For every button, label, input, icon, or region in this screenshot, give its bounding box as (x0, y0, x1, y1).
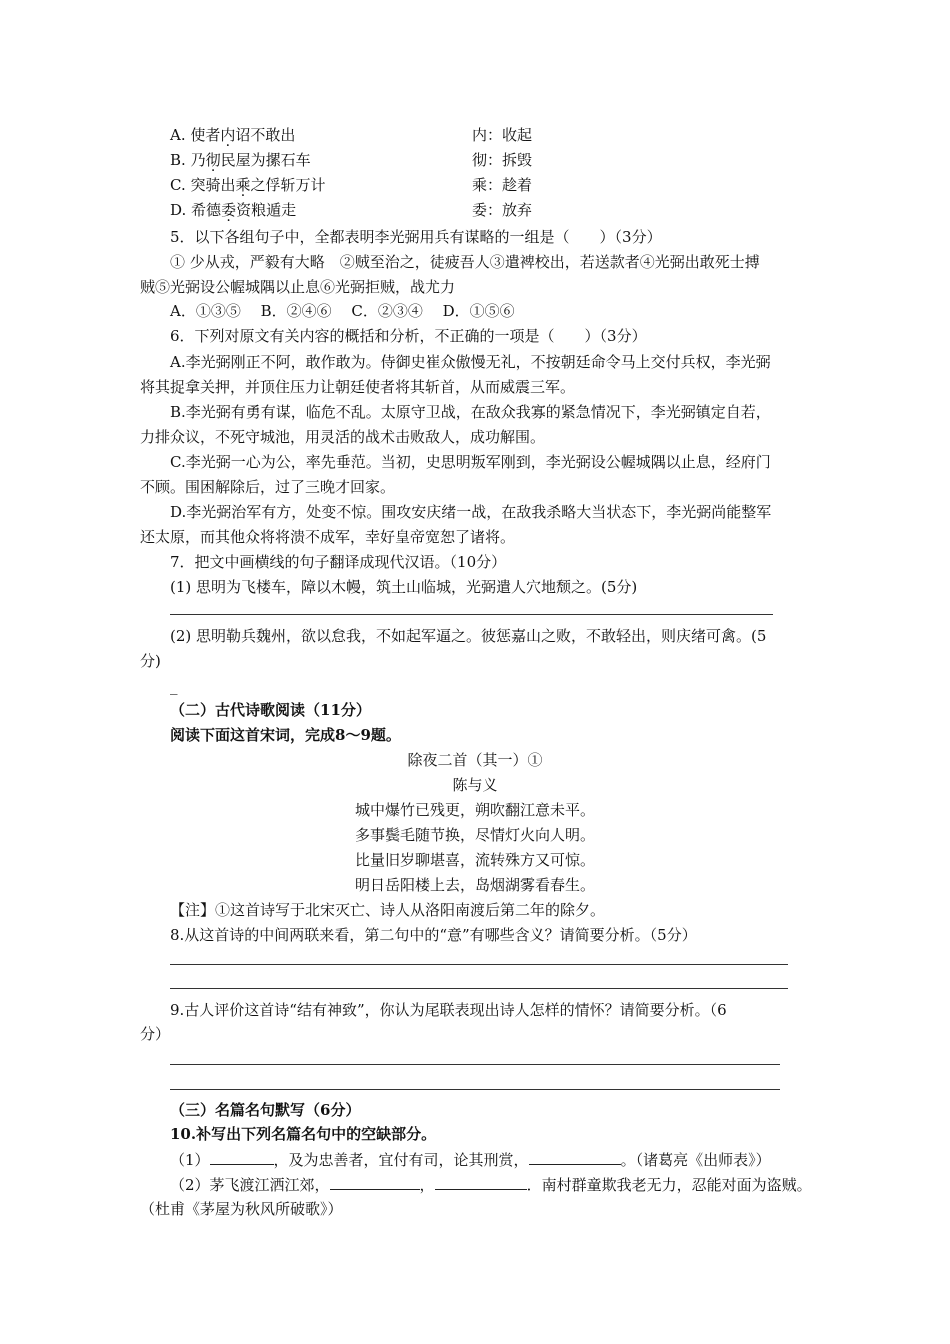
option-a: A. 使者内诏不敢出 (170, 126, 296, 144)
q6-d-line1: D.李光弼治军有方，处变不惊。围攻安庆绪一战，在敌我杀略大当状态下，李光弼尚能整军 (170, 503, 772, 521)
answer-line[interactable] (170, 614, 773, 615)
q7-stem: 7．把文中画横线的句子翻译成现代汉语。（10分） (170, 553, 507, 571)
poem-note: 【注】①这首诗写于北宋灭亡、诗人从洛阳南渡后第二年的除夕。 (170, 901, 606, 919)
q6-b-line1: B.李光弼有勇有谋，临危不乱。太原守卫战，在敌众我寡的紧急情况下，李光弼镇定自若， (170, 403, 771, 421)
section-heading-recitation: （三）名篇名句默写（6分） (170, 1101, 361, 1119)
q9-stem: 9.古人评价这首诗“结有神致”，你认为尾联表现出诗人怎样的情怀？请简要分析。（6 (170, 1001, 727, 1019)
option-d-gloss: 委：放弃 (472, 201, 533, 219)
fill-blank[interactable] (330, 1174, 420, 1190)
q7-sentence-2: (2) 思明勒兵魏州，欲以怠我，不如起军逼之。彼惩嘉山之败，不敢轻出，则庆绪可禽。(5 (170, 627, 767, 645)
poem-line: 城中爆竹已残更，朔吹翻江意未平。 (354, 801, 595, 819)
q9-stem-cont: 分） (140, 1025, 171, 1043)
option-a-gloss: 内：收起 (472, 126, 533, 144)
fill-blank[interactable] (529, 1149, 621, 1165)
section-heading-poetry: （二）古代诗歌阅读（11分） (170, 701, 371, 719)
q10-line-2-source: （杜甫《茅屋为秋风所破歌》） (140, 1200, 343, 1218)
q7-sentence-1: (1) 思明为飞楼车，障以木幔，筑土山临城，光弼遣人穴地颓之。(5分) (170, 578, 638, 596)
answer-line[interactable] (170, 988, 788, 989)
q10-line-1: （1） ，及为忠善者，宜付有司，论其刑赏， 。（诸葛亮《出师表》） (170, 1151, 771, 1169)
poem-author: 陈与义 (452, 776, 498, 794)
q6-a-line2: 将其捉拿关押，并顶住压力让朝廷使者将其斩首，从而威震三军。 (140, 378, 576, 396)
fill-blank[interactable] (435, 1174, 527, 1190)
option-c: C. 突骑出乘之俘斩万计 (170, 176, 326, 194)
option-d: D. 希德委资粮遁走 (170, 201, 297, 219)
answer-dash: _ (170, 677, 178, 695)
q5-choices: A．①③⑤ B．②④⑥ C．②③④ D．①⑤⑥ (170, 302, 515, 320)
q6-b-line2: 力排众议，不死守城池，用灵活的战术击败敌人，成功解围。 (140, 428, 546, 446)
answer-line[interactable] (170, 1064, 780, 1065)
option-b-gloss: 彻：拆毁 (472, 151, 533, 169)
poem-line: 明日岳阳楼上去，岛烟湖雾看春生。 (354, 876, 595, 894)
answer-line[interactable] (170, 964, 788, 965)
q7-sentence-2-cont: 分) (140, 652, 161, 670)
poetry-instruction: 阅读下面这首宋词，完成8～9题。 (170, 726, 401, 744)
option-b: B. 乃彻民屋为摞石车 (170, 151, 311, 169)
q6-c-line2: 不顾。围困解除后，过了三晚才回家。 (140, 478, 396, 496)
q5-line1: ① 少从戎，严毅有大略 ②贼至治之，徒疲吾人③遣裨校出，若送款者④光弼出敢死士搏 (170, 253, 760, 271)
q8-stem: 8.从这首诗的中间两联来看，第二句中的“意”有哪些含义？请简要分析。（5分） (170, 926, 697, 944)
q6-d-line2: 还太原，而其他众将将溃不成军，幸好皇帝宽恕了诸将。 (140, 528, 516, 546)
answer-line[interactable] (170, 1089, 780, 1090)
q10-stem: 10.补写出下列名篇名句中的空缺部分。 (170, 1125, 437, 1143)
option-c-gloss: 乘：趁着 (472, 176, 533, 194)
q10-line-2: （2）茅飞渡江洒江郊， ， ．南村群童欺我老无力，忍能对面为盗贼。 (170, 1176, 812, 1194)
poem-line: 多事鬓毛随节换，尽情灯火向人明。 (354, 826, 595, 844)
poem-title: 除夜二首（其一）① (407, 751, 543, 769)
q5-line2: 贼⑤光弼设公幄城隅以止息⑥光弼拒贼，战尤力 (140, 278, 456, 296)
q6-stem: 6．下列对原文有关内容的概括和分析，不正确的一项是（ ）（3分） (170, 327, 647, 345)
q5-stem: 5．以下各组句子中，全都表明李光弼用兵有谋略的一组是（ ）（3分） (170, 228, 662, 246)
fill-blank[interactable] (210, 1149, 274, 1165)
q6-c-line1: C.李光弼一心为公，率先垂范。当初，史思明叛军刚到，李光弼设公幄城隅以止息，经府门 (170, 453, 771, 471)
poem-line: 比量旧岁聊堪喜，流转殊方又可惊。 (354, 851, 595, 869)
q6-a-line1: A.李光弼刚正不阿，敢作敢为。侍御史崔众傲慢无礼，不按朝廷命令马上交付兵权，李光弼 (170, 353, 771, 371)
